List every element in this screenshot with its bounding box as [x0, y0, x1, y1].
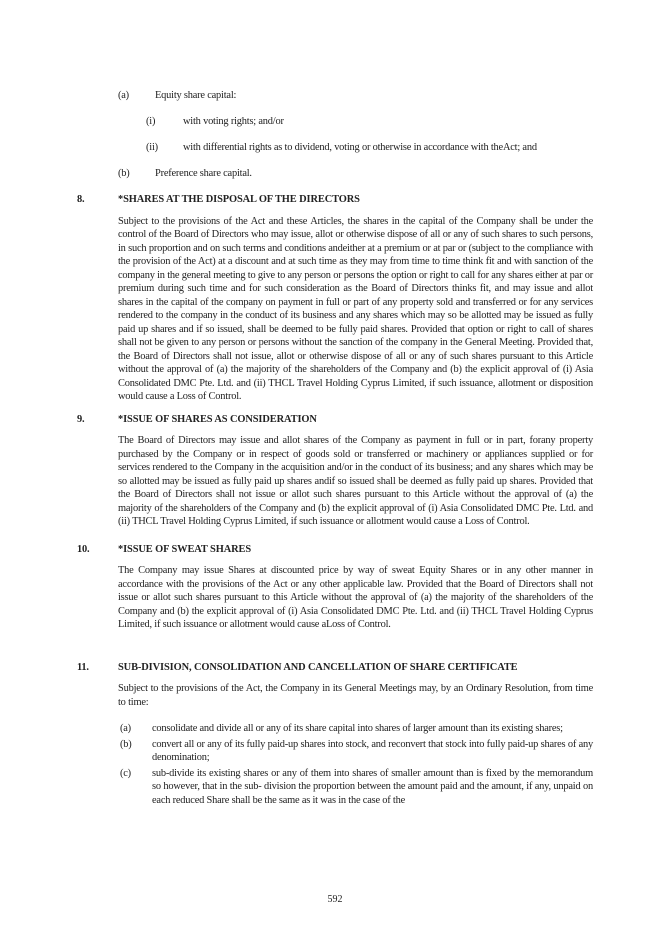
list-item-text: consolidate and divide all or any of its share capital into shares of larger amount than its existing shares;	[152, 723, 563, 734]
list-item-marker: (i)	[146, 116, 156, 127]
list-item-text: convert all or any of its fully paid-up shares into stock, and reconvert that stock into fully paid-up shares of any denomination;	[152, 738, 593, 763]
share-capital-list	[77, 89, 593, 181]
list-item-marker: (b)	[120, 738, 132, 750]
list-item	[77, 141, 593, 155]
section-8	[77, 193, 593, 404]
section-9	[77, 413, 593, 529]
list-item-marker: (a)	[120, 723, 131, 734]
section-number: 10.	[77, 543, 90, 555]
list-item	[77, 89, 593, 103]
section-number: 11.	[77, 661, 89, 673]
section-title: SUB-DIVISION, CONSOLIDATION AND CANCELLATION OF SHARE CERTIFICATE	[118, 661, 518, 673]
section-title: *ISSUE OF SWEAT SHARES	[118, 543, 252, 555]
sub-division-list	[118, 722, 593, 807]
list-item	[118, 738, 593, 765]
section-paragraph: Subject to the provisions of the Act and these Articles, the shares in the capital of the Company shall be under the control of the Board of Directors who may issue, allot or otherwise dispose of all or any of such shares to such persons, in such proportion and on such terms and conditions andeither at a premium or at par or (subject to the compliance with the provision of the Act) at a discount and at such time as they may from time to time think fit and with sanction of the company in the general meeting to give to any person or persons the option or right to call for any shares either at par or premium during such time and for such consideration as the Board of Directors thinks fit, and may issue and allot shares in the capital of the company on payment in full or part of any property sold and transferred or for any services rendered to the company in the conduct of its business and any shares which may so be allotted may be issued as fully paid up shares and if so issued, shall be deemed to be fully paid shares. Provided that option or right to call of shares shall not be given to any person or persons without the sanction of the company in the General Meeting. Provided that, the Board of Directors shall not issue, allot or otherwise dispose of all or any of such shares pursuant to this Article without the approval of (a) the majority of the shareholders of the Company and (b) the explicit approval of (i) Asia Consolidated DMC Pte. Ltd. and (ii) THCL Travel Holding Cyprus Limited, if such issuance, allotment or disposition would cause a Loss of Control.	[118, 215, 593, 402]
page-number: 592	[327, 894, 343, 905]
list-item-text: with differential rights as to dividend, voting or otherwise in accordance with theAct; and	[183, 142, 537, 153]
section-paragraph: Subject to the provisions of the Act, the Company in its General Meetings may, by an Ordinary Resolution, from time to time:	[118, 683, 593, 708]
list-item-marker: (c)	[120, 767, 131, 779]
list-item-marker: (ii)	[146, 142, 158, 153]
section-title: *ISSUE OF SHARES AS CONSIDERATION	[118, 413, 317, 425]
list-item-text: with voting rights; and/or	[183, 116, 284, 127]
list-item	[77, 167, 593, 181]
list-item-text: sub-divide its existing shares or any of them into shares of smaller amount than is fixed by the memorandum so however, that in the sub- division the proportion between the amount paid and the amount, if any, unpaid on each reduced Share shall be the same as it was in the case of the	[152, 767, 593, 806]
section-paragraph: The Board of Directors may issue and allot shares of the Company as payment in full or in part, forany property purchased by the Company or in respect of goods sold or transferred or machinery or appliances supplied or for services rendered to the Company in the acquisition and/or in the conduct of its business; and any shares which may be so allotted may be issued as fully paid up shares andif so issued shall be deemed as fully paid up shares. Provided that the Board of Directors shall not issue or allot such shares pursuant to this Article without the approval of (a) the majority of the shareholders of the Company and (b) the explicit approval of (i) Asia Consolidated DMC Pte. Ltd. and (ii) THCL Travel Holding Cyprus Limited, if such issuance or allotment would cause a Loss of Control.	[118, 435, 593, 527]
section-number: 8.	[77, 194, 85, 205]
list-item-text: Equity share capital:	[155, 90, 237, 101]
section-10	[77, 543, 593, 632]
section-title: *SHARES AT THE DISPOSAL OF THE DIRECTORS	[118, 194, 360, 205]
list-item	[77, 115, 593, 129]
document-content	[77, 89, 593, 807]
section-number: 9.	[77, 413, 85, 425]
list-item	[118, 767, 593, 808]
list-item-marker: (a)	[118, 90, 129, 101]
section-11	[77, 661, 593, 808]
section-paragraph: The Company may issue Shares at discounted price by way of sweat Equity Shares or in any other manner in accordance with the provisions of the Act or any other applicable law. Provided that the Board of Directors shall not issue or allot such shares pursuant to this Article without the approval of (a) the majority of the shareholders of the Company and (b) the explicit approval of (i) Asia Consolidated DMC Pte. Ltd. and (ii) THCL Travel Holding Cyprus Limited, if such issuance or allotment would cause aLoss of Control.	[118, 565, 593, 630]
list-item-marker: (b)	[118, 168, 130, 179]
list-item-text: Preference share capital.	[155, 168, 252, 179]
list-item	[118, 722, 593, 736]
